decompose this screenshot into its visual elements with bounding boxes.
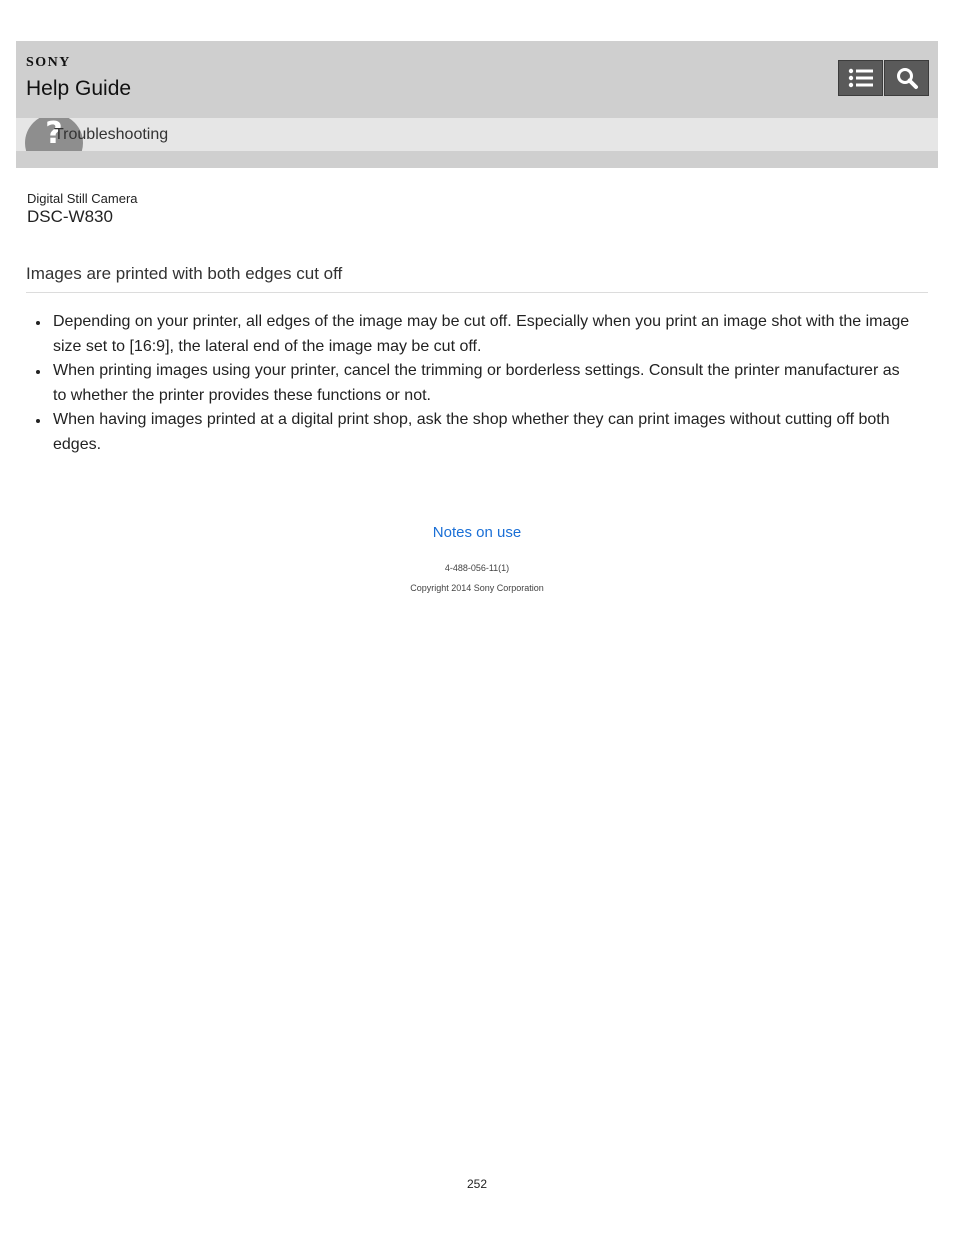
- copyright: Copyright 2014 Sony Corporation: [410, 583, 544, 593]
- list-item: Depending on your printer, all edges of the image may be cut off. Especially when you print an image shot with the image size set to [16:9], the lateral end of the image may be cut off.: [53, 310, 915, 359]
- list-item: When printing images using your printer, cancel the trimming or borderless settings. Consult the printer manufacturer as to whether the printer provides these functions or not.: [53, 359, 915, 408]
- page-number: 252: [466, 1177, 488, 1191]
- header-buttons: [838, 60, 929, 96]
- help-guide-title: Help Guide: [26, 77, 132, 100]
- notes-on-use-link[interactable]: Notes on use: [432, 524, 522, 541]
- table-of-contents-button[interactable]: [838, 60, 883, 96]
- sony-logo: SONY: [26, 55, 71, 70]
- list-icon: [848, 67, 874, 89]
- topic-bullets: [53, 310, 915, 458]
- breadcrumb: [16, 118, 938, 151]
- search-button[interactable]: [884, 60, 929, 96]
- product-category: Digital Still Camera: [27, 191, 138, 206]
- breadcrumb-troubleshooting[interactable]: Troubleshooting: [54, 126, 169, 143]
- list-item: When having images printed at a digital print shop, ask the shop whether they can print images without cutting off both edges.: [53, 408, 915, 457]
- search-icon: [895, 66, 919, 90]
- document-code: 4-488-056-11(1): [444, 563, 510, 573]
- page-header: [16, 41, 938, 168]
- divider: [26, 292, 928, 293]
- product-model: DSC-W830: [27, 207, 113, 226]
- topic-title: Images are printed with both edges cut off: [26, 264, 343, 283]
- question-icon: ?: [25, 118, 83, 151]
